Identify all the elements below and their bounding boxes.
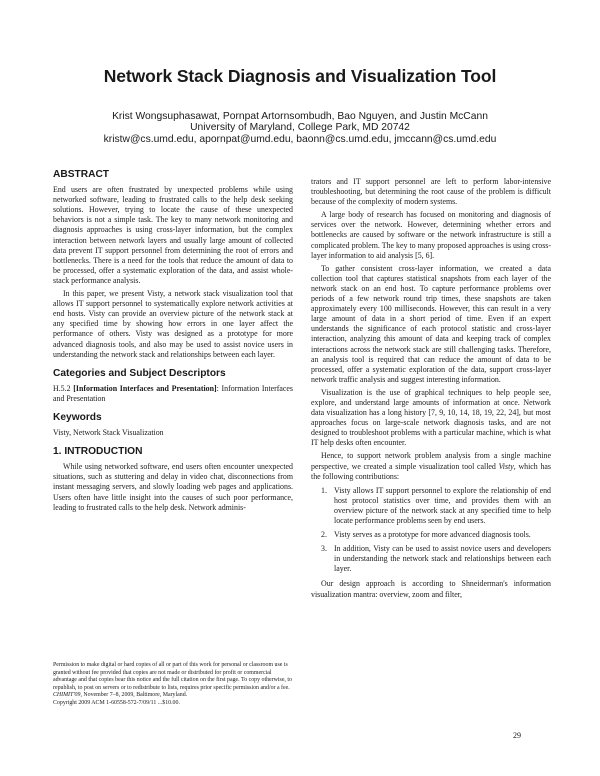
right-column <box>311 177 551 600</box>
intro-paragraph-6: Our design approach is according to Shneiderman's information visualization mantra: overview, zoom and filter, <box>311 579 551 599</box>
introduction-heading: 1. INTRODUCTION <box>53 446 143 458</box>
intro-paragraph-4: Visualization is the use of graphical techniques to help people see, explore, and understand large amounts of information at once. Network data visualization has a long history [7, 9, 10, 14, 18, 19, 22, 24], but most approaches focus on large-scale network diagnosis tasks, and are not designed to troubleshoot problems with a particular machine, which is what IT help desks often encounter. <box>311 387 551 448</box>
p5-tail: , which has the following contributions: <box>311 461 551 481</box>
tool-name: Visty <box>498 461 514 471</box>
p5-lead: Hence, to support network problem analysis from a single machine perspective, we created a simple visualization tool called <box>311 451 551 471</box>
venue-name: CHIMIT'09 <box>53 692 81 698</box>
keywords-heading: Keywords <box>53 411 102 423</box>
author-block <box>0 111 600 145</box>
categories-code: H.5.2 <box>53 383 71 393</box>
author-names: Krist Wongsuphasawat, Pornpat Artornsombudh, Bao Nguyen, and Justin McCann <box>112 111 488 122</box>
categories-rest: : Information Interfaces and Presentation <box>53 383 293 403</box>
categories-text <box>53 384 293 404</box>
categories-bracket: [Information Interfaces and Presentation] <box>73 383 217 393</box>
list-item-text: Visty allows IT support personnel to explore the relationship of end host protocol statistics over time, and provides them with an overview picture of the network stack at any specified time to help locate performance problems seen by end users. <box>334 485 551 525</box>
permission-text: Permission to make digital or hard copies of all or part of this work for personal or classroom use is granted without fee provided that copies are not made or distributed for profit or commercial advantage and that copies bear this notice and the full citation on the first page. To copy otherwise, to republish, to post on servers or to redistribute to lists, requires prior specific permission and/or a fee. <box>53 662 292 691</box>
keywords-text: Visty, Network Stack Visualization <box>53 428 164 438</box>
list-number: 2. <box>321 530 327 540</box>
list-item <box>311 530 551 540</box>
intro-paragraph-5 <box>311 451 551 481</box>
venue-line <box>53 692 293 700</box>
author-affiliation: University of Maryland, College Park, MD 20742 <box>190 122 410 134</box>
categories-heading: Categories and Subject Descriptors <box>53 367 226 379</box>
introduction-paragraph-1: While using networked software, end users often encounter unexpected situations, such as stuttering and delay in video chat, disconnections from instant messaging servers, and slowly loading web pages and applications. Users often have little insight into the causes of such poor performance, leading to frustrated calls to the help desk. Network adminis- <box>53 462 293 512</box>
abstract-paragraph-1: End users are often frustrated by unexpected problems while using networked software, leading to frustrated calls to the help desk seeking solutions. However, trying to locate the cause of these unexpected behaviors is not a simple task. The key to many network monitoring and diagnosis approaches is using cross-layer information, but the complex interaction between network layers and usually large amount of collected data prevent IT support personnel from determining the root of errors and bottlenecks. There is a need for the tools that reduce the amount of data to be processed, offer a systematic exploration of the data, and assist whole-stack performance analysis. <box>53 185 293 285</box>
list-number: 1. <box>321 485 327 495</box>
list-item-text: In addition, Visty can be used to assist novice users and developers in understanding the network stack and relationships between each layer. <box>334 544 551 574</box>
list-item-text: Visty serves as a prototype for more advanced diagnosis tools. <box>334 530 531 540</box>
intro-continued-paragraph: trators and IT support personnel are left to perform labor-intensive troubleshooting, but determining the root cause of the problem is difficult because of the complexity of modern systems. <box>311 177 551 207</box>
copyright-line: Copyright 2009 ACM 1-60558-572-7/09/11 ...$10.00. <box>53 699 180 706</box>
intro-paragraph-2: A large body of research has focused on monitoring and diagnosis of services over the network. However, determining whether errors and bottlenecks are caused by software or the network infrastructure is still a complicated problem. The key to many proposed approaches is using cross-layer information to aid analysis [5, 6]. <box>311 210 551 260</box>
author-emails: kristw@cs.umd.edu, apornpat@umd.edu, baonn@cs.umd.edu, jmccann@cs.umd.edu <box>103 133 497 145</box>
page-number: 29 <box>513 731 521 740</box>
list-item <box>311 544 551 574</box>
intro-paragraph-3: To gather consistent cross-layer information, we created a data collection tool that captures statistical snapshots from each layer of the network stack on an end host. To capture performance problems over periods of a few network round trip times, these snapshots are taken approximately every 100 milliseconds. However, this can result in a very large amount of data in a short period of time. Even if an expert understands the significance of each protocol statistic and cross-layer interaction, analyzing this amount of data and keeping track of complex interactions across the network stack are still challenging tasks. Therefore, an analysis tool is required that can reduce the amount of data to be processed, offer a systematic exploration of the data, support cross-layer network traffic analysis and suggest interesting information. <box>311 263 551 384</box>
copyright-footnote <box>53 662 293 707</box>
contributions-list <box>311 486 551 575</box>
venue-details: , November 7–8, 2009, Baltimore, Maryland. <box>80 692 188 698</box>
abstract-heading: ABSTRACT <box>53 169 110 180</box>
left-column <box>53 170 293 513</box>
list-item <box>311 486 551 526</box>
abstract-paragraph-2: In this paper, we present Visty, a network stack visualization tool that allows IT support personnel to systematically explore network activities at end hosts. Visty can provide an overview picture of the network stack at any specified time by showing how errors in one layer affect the performance of others. Visty was designed as a prototype for more advanced diagnosis tools, and also may be used to assist novice users in understanding the network stack and relationships between each layer. <box>53 289 293 359</box>
paper-title: Network Stack Diagnosis and Visualization Tool <box>103 66 497 86</box>
list-number: 3. <box>321 544 327 554</box>
